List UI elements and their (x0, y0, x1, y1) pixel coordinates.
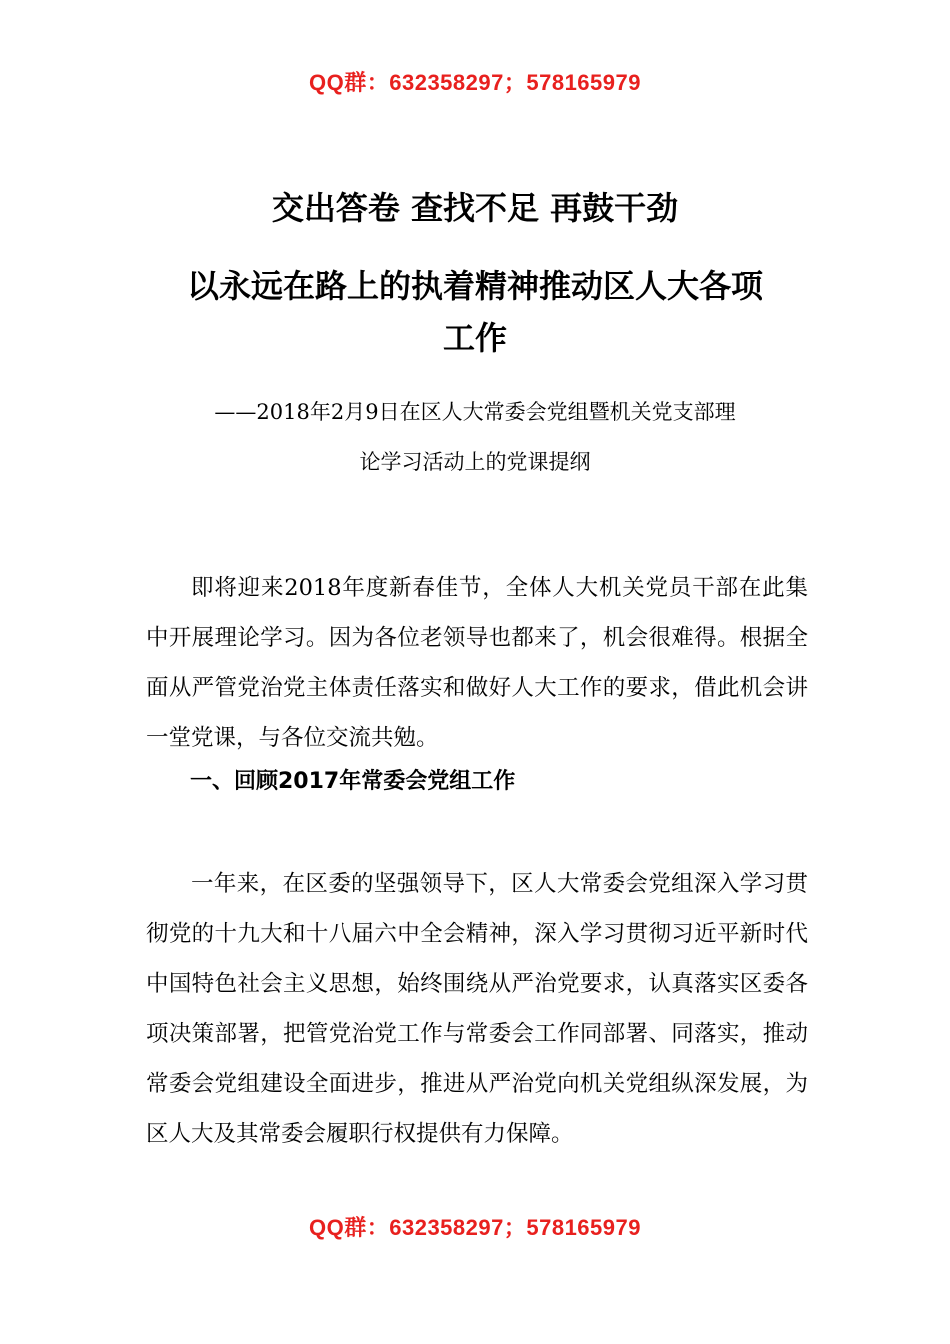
document-title-line-1: 交出答卷 查找不足 再鼓干劲 (271, 189, 679, 227)
document-title-line-2: 以永远在路上的执着精神推动区人大各项 (186, 267, 763, 305)
document-title-line-3: 工作 (442, 319, 507, 357)
qq-group-header: QQ群：632358297；578165979 (309, 70, 641, 95)
paragraph-review: 一年来，在区委的坚强领导下，区人大常委会党组深入学习贯彻党的十九大和十八届六中全会精神，深入学习贯彻习近平新时代中国特色社会主义思想，始终围绕从严治党要求，认真落实区委各项决策部署，把管党治党工作与常委会工作同部署、同落实，推动常委会党组建设全面进步，推进从严治党向机关党组纵深发展，为区人大及其常委会履职行权提供有力保障。 (146, 871, 808, 1147)
document-subtitle-line-1: ——2018年2月9日在区人大常委会党组暨机关党支部理 (214, 400, 736, 424)
section-heading-1: 一、回顾2017年常委会党组工作 (190, 769, 516, 794)
paragraph-intro: 即将迎来2018年度新春佳节，全体人大机关党员干部在此集中开展理论学习。因为各位老领导也都来了，机会很难得。根据全面从严管党治党主体责任落实和做好人大工作的要求，借此机会讲一堂党课，与各位交流共勉。 (146, 575, 808, 751)
qq-group-footer: QQ群：632358297；578165979 (309, 1215, 641, 1240)
document-subtitle-line-2: 论学习活动上的党课提纲 (359, 450, 591, 474)
